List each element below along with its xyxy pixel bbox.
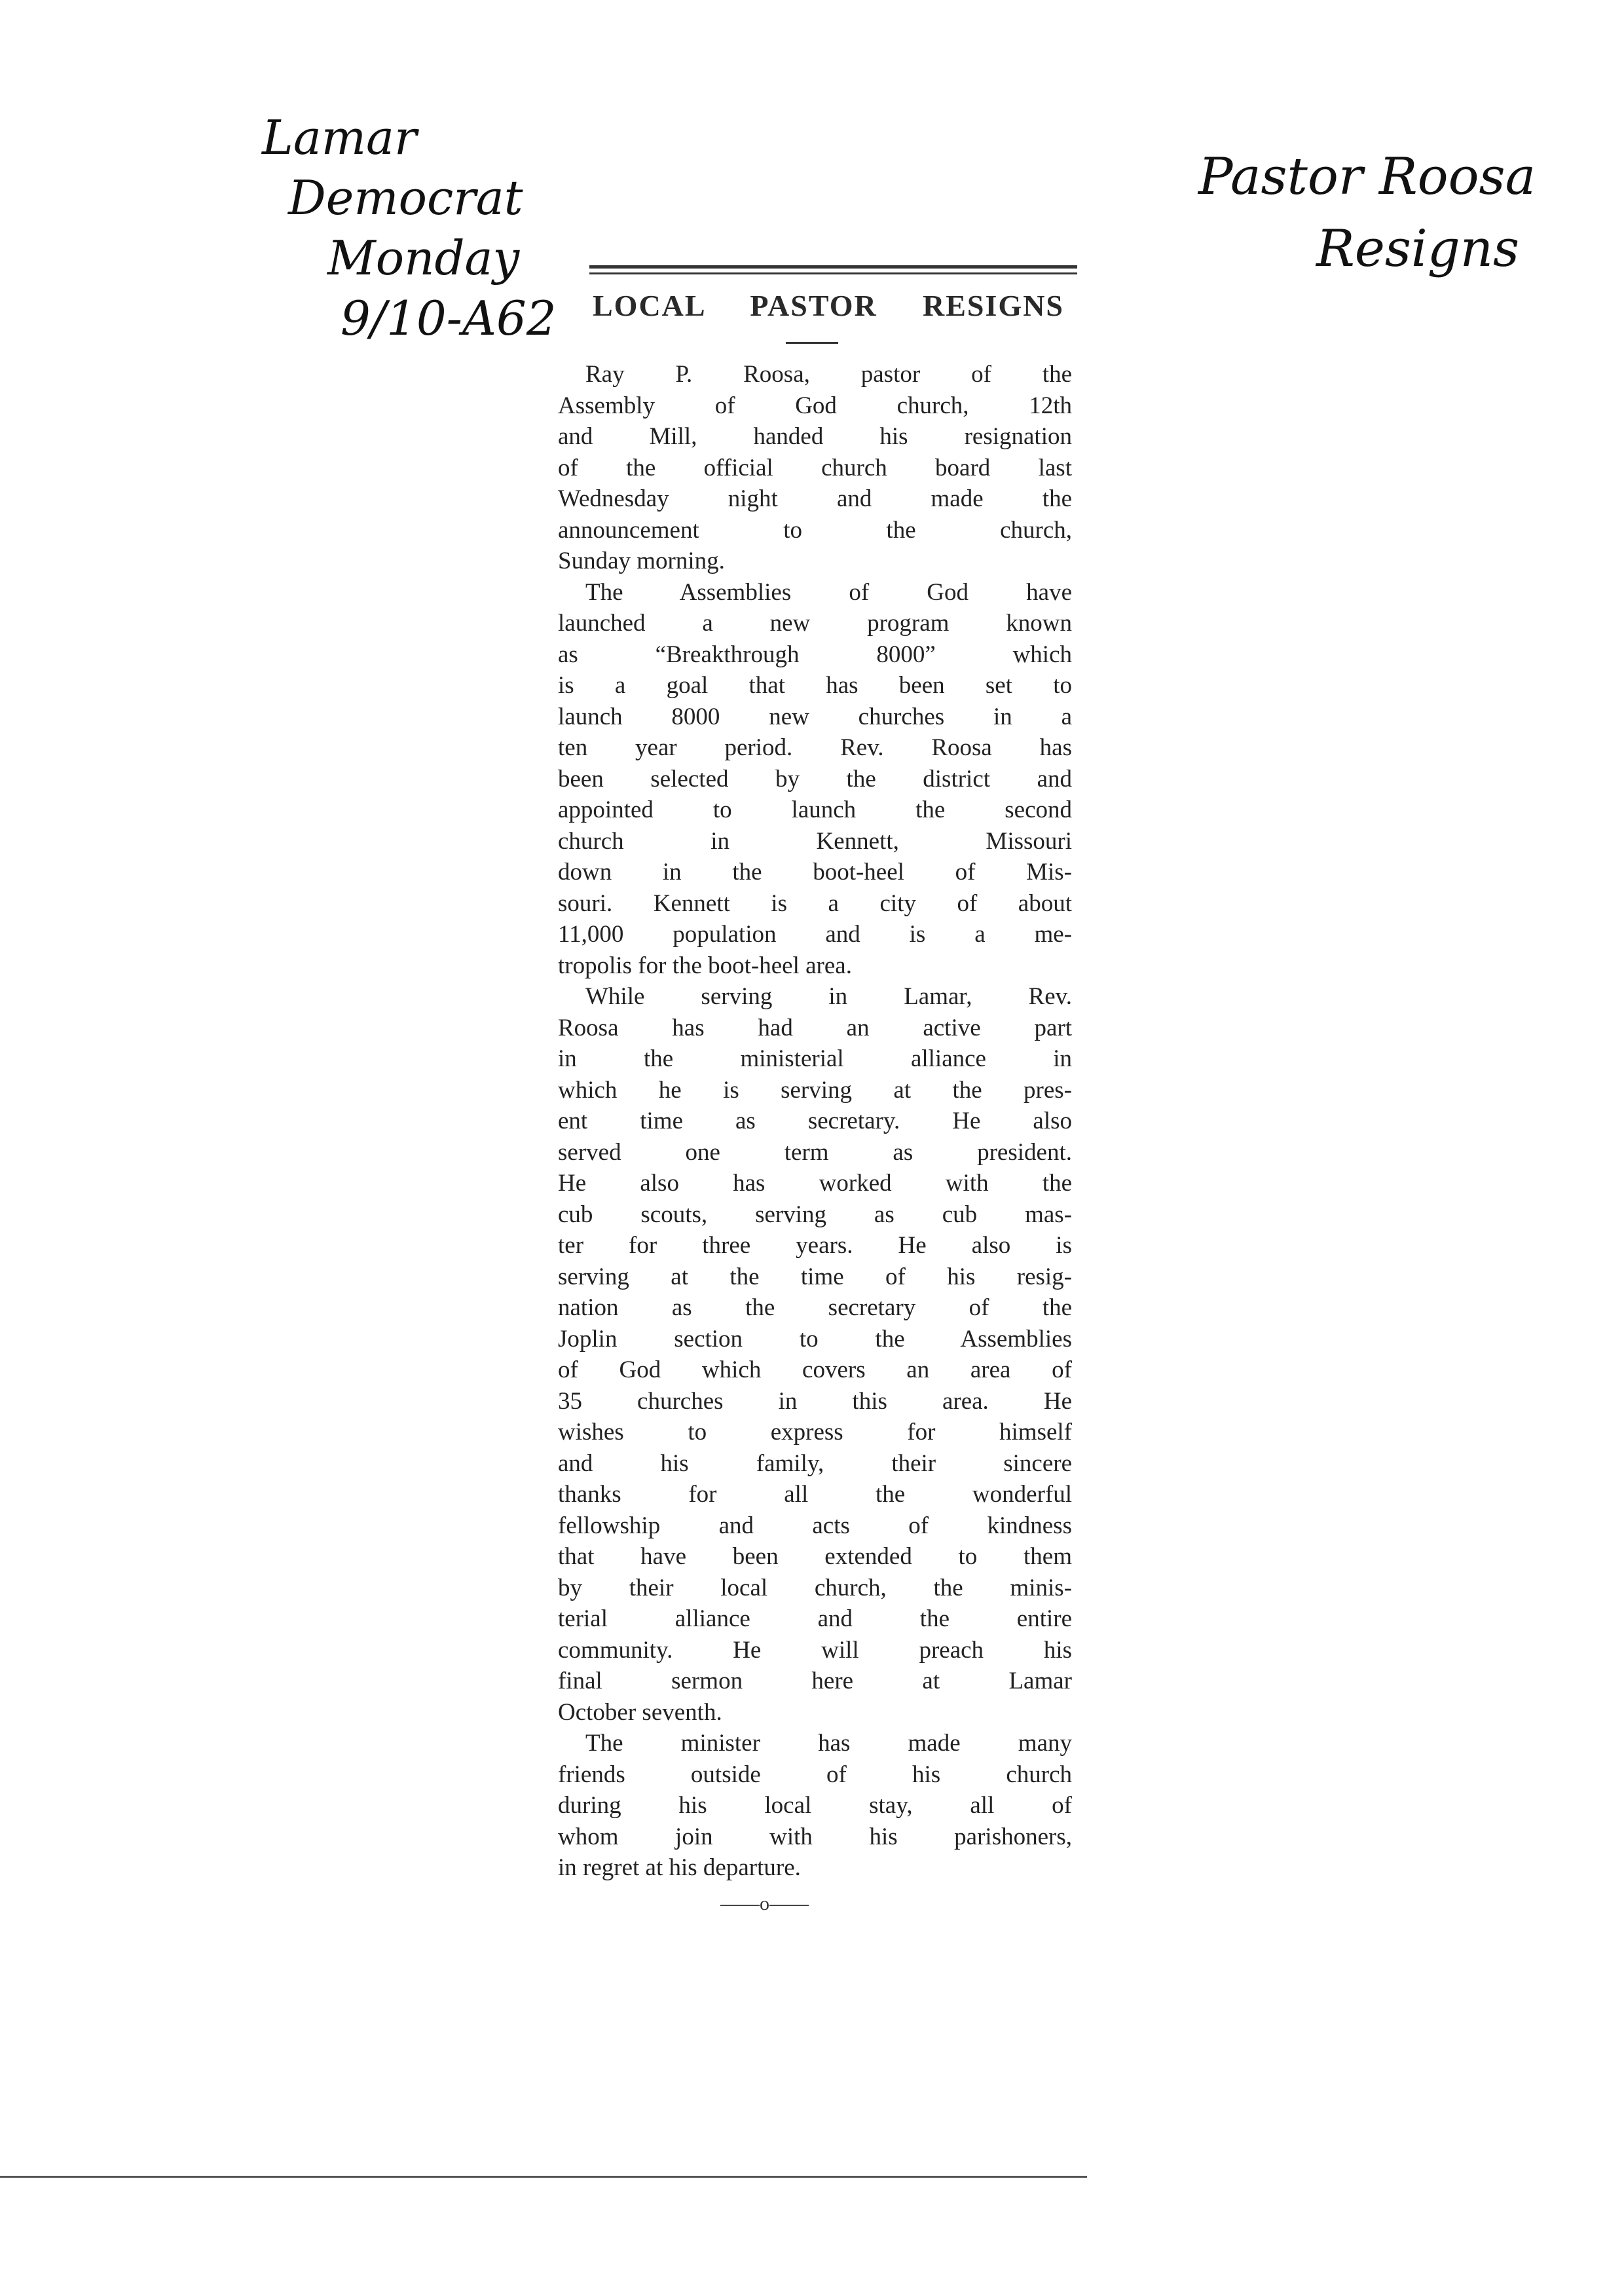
- article-line: during his local stay, all of: [558, 1792, 1072, 1819]
- article-line: been selected by the district and: [558, 765, 1072, 793]
- article-line: launched a new program known: [558, 610, 1072, 637]
- article-line: souri. Kennett is a city of about: [558, 889, 1072, 917]
- article-line: in the ministerial alliance in: [558, 1045, 1072, 1072]
- article-line: community. He will preach his: [558, 1636, 1072, 1664]
- article-line: announcement to the church,: [558, 516, 1072, 544]
- article-line: tropolis for the boot-heel area.: [558, 952, 852, 979]
- article-line: down in the boot-heel of Mis-: [558, 859, 1072, 886]
- article-line: The minister has made many: [585, 1730, 1072, 1757]
- article-line: is a goal that has been set to: [558, 672, 1072, 699]
- article-line: Sunday morning.: [558, 548, 725, 574]
- article-line: fellowship and acts of kindness: [558, 1512, 1072, 1539]
- article-line: cub scouts, serving as cub mas-: [558, 1201, 1072, 1228]
- article-line: serving at the time of his resig-: [558, 1263, 1072, 1290]
- handwritten-date: 9/10-A62: [341, 291, 557, 346]
- article-line: ten year period. Rev. Roosa has: [558, 734, 1072, 761]
- article-line: by their local church, the minis-: [558, 1574, 1072, 1601]
- article-line: terial alliance and the entire: [558, 1605, 1072, 1632]
- article-line: and Mill, handed his resignation: [558, 423, 1072, 450]
- article-line: Assembly of God church, 12th: [558, 392, 1072, 419]
- article-line: Wednesday night and made the: [558, 485, 1072, 512]
- article-line: and his family, their sincere: [558, 1449, 1072, 1477]
- handwritten-lamar: Lamar: [262, 110, 417, 165]
- end-mark: ——o——: [720, 1893, 809, 1914]
- article-line: which he is serving at the pres-: [558, 1076, 1072, 1104]
- article-line: 35 churches in this area. He: [558, 1387, 1072, 1415]
- article-line: wishes to express for himself: [558, 1419, 1072, 1446]
- top-rule-thin: [589, 272, 1077, 274]
- article-line: The Assemblies of God have: [585, 578, 1072, 606]
- handwritten-pastor-roosa: Pastor Roosa: [1198, 147, 1536, 206]
- article-line: Joplin section to the Assemblies: [558, 1325, 1072, 1353]
- article-line: While serving in Lamar, Rev.: [585, 983, 1072, 1010]
- top-rule: [589, 265, 1077, 269]
- article-line: church in Kennett, Missouri: [558, 827, 1072, 855]
- article-line: Ray P. Roosa, pastor of the: [585, 361, 1072, 388]
- article-line: appointed to launch the second: [558, 796, 1072, 823]
- article-headline: LOCAL PASTOR RESIGNS: [593, 289, 1064, 322]
- article-line: in regret at his departure.: [558, 1854, 801, 1881]
- handwritten-democrat: Democrat: [288, 170, 523, 225]
- article-line: thanks for all the wonderful: [558, 1481, 1072, 1508]
- article-line: that have been extended to them: [558, 1543, 1072, 1570]
- article-line: as “Breakthrough 8000” which: [558, 641, 1072, 668]
- handwritten-resigns: Resigns: [1316, 219, 1520, 278]
- article-line: ter for three years. He also is: [558, 1232, 1072, 1259]
- article-line: 11,000 population and is a me-: [558, 921, 1072, 948]
- article-line: whom join with his parishoners,: [558, 1823, 1072, 1850]
- article-line: served one term as president.: [558, 1138, 1072, 1166]
- article-line: of God which covers an area of: [558, 1356, 1072, 1383]
- article-line: Roosa has had an active part: [558, 1014, 1072, 1041]
- headline-divider: [786, 342, 838, 344]
- page-edge-line: [0, 2176, 1087, 2178]
- article-line: of the official church board last: [558, 454, 1072, 481]
- article-line: friends outside of his church: [558, 1761, 1072, 1788]
- article-line: launch 8000 new churches in a: [558, 703, 1072, 730]
- article-line: ent time as secretary. He also: [558, 1108, 1072, 1134]
- article-line: He also has worked with the: [558, 1170, 1072, 1197]
- handwritten-monday: Monday: [327, 231, 520, 286]
- article-line: nation as the secretary of the: [558, 1294, 1072, 1321]
- article-line: final sermon here at Lamar: [558, 1668, 1072, 1694]
- article-body: [558, 359, 1072, 1884]
- article-line: October seventh.: [558, 1698, 722, 1726]
